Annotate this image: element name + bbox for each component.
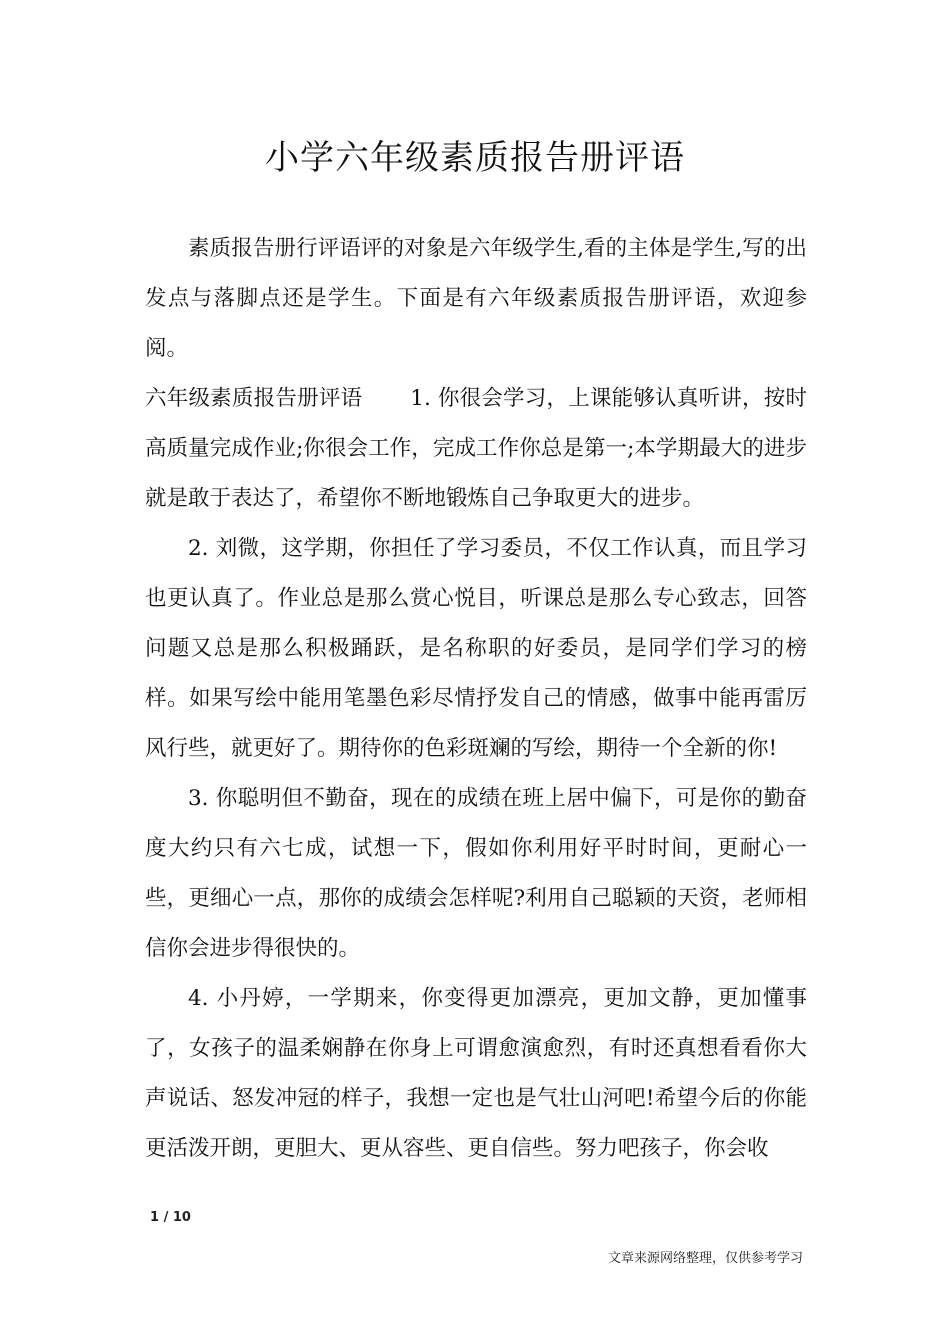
section-label: 六年级素质报告册评语 bbox=[145, 386, 363, 411]
comment-item-1 bbox=[145, 374, 807, 524]
document-body bbox=[145, 224, 807, 1174]
comment-item-2: 2. 刘微，这学期，你担任了学习委员，不仅工作认真，而且学习也更认真了。作业总是那么赏心悦目，听课总是那么专心致志，回答问题又总是那么积极踊跃，是名称职的好委员，是同学们学习的榜样。如果写绘中能用笔墨色彩尽情抒发自己的情感，做事中能再雷厉风行些，就更好了。期待你的色彩斑斓的写绘，期待一个全新的你! bbox=[145, 536, 807, 761]
comment-item-4: 4. 小丹婷，一学期来，你变得更加漂亮，更加文静，更加懂事了，女孩子的温柔娴静在你身上可谓愈演愈烈，有时还真想看看你大声说话、怒发冲冠的样子，我想一定也是气壮山河吧!希望今后的你能更活泼开朗，更胆大、更从容些、更自信些。努力吧孩子，你会收 bbox=[145, 986, 807, 1161]
page-indicator: 1 / 10 bbox=[150, 1210, 191, 1225]
comment-item-1-text: 1. 你很会学习，上课能够认真听讲，按时高质量完成作业;你很会工作，完成工作你总是第一;本学期最大的进步就是敢于表达了，希望你不断地锻炼自己争取更大的进步。 bbox=[145, 386, 807, 511]
comment-item-3: 3. 你聪明但不勤奋，现在的成绩在班上居中偏下，可是你的勤奋度大约只有六七成，试想一下，假如你利用好平时时间，更耐心一些，更细心一点，那你的成绩会怎样呢?利用自己聪颖的天资，老师相信你会进步得很快的。 bbox=[145, 786, 807, 961]
intro-paragraph: 素质报告册行评语评的对象是六年级学生,看的主体是学生,写的出发点与落脚点还是学生。下面是有六年级素质报告册评语，欢迎参阅。 bbox=[145, 236, 807, 361]
source-note: 文章来源网络整理，仅供参考学习 bbox=[607, 1251, 803, 1266]
document-title: 小学六年级素质报告册评语 bbox=[265, 138, 685, 178]
